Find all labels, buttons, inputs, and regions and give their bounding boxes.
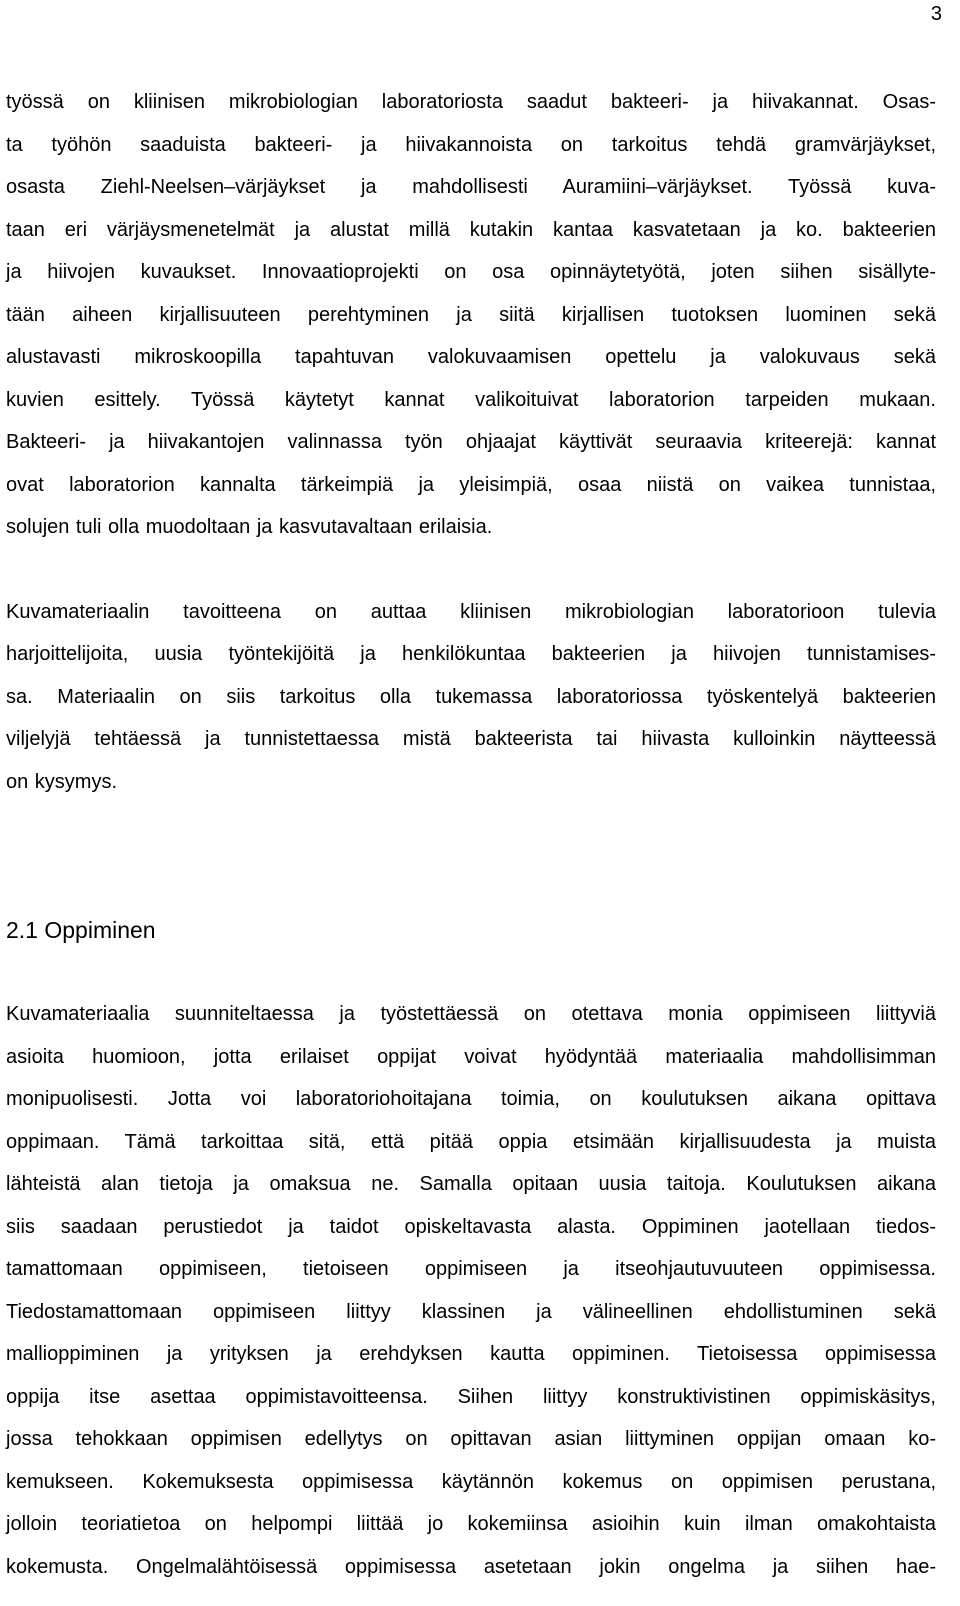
section-spacer [6, 803, 936, 909]
text-line: työssä on kliinisen mikrobiologian laboratoriosta saadut bakteeri- ja hiivakannat. Osas- [6, 91, 936, 113]
text-line: jossa tehokkaan oppimisen edellytys on opittavan asian liittyminen oppijan omaan ko- [6, 1428, 936, 1450]
text-line: jolloin teoriatietoa on helpompi liittää jo kokemiinsa asioihin kuin ilman omakohtaista [6, 1513, 936, 1535]
paragraph-goal [6, 591, 936, 804]
text-line: mallioppiminen ja yrityksen ja erehdyksen kautta oppiminen. Tietoisessa oppimisessa [6, 1343, 936, 1365]
section-heading: 2.1 Oppiminen [6, 917, 156, 943]
paragraph-intro [6, 81, 936, 549]
text-line: taan eri värjäysmenetelmät ja alustat millä kutakin kantaa kasvatetaan ja ko. bakteerien [6, 218, 936, 241]
text-line: lähteistä alan tietoja ja omaksua ne. Samalla opitaan uusia taitoja. Koulutuksen aikana [6, 1173, 936, 1195]
text-line: tamattomaan oppimiseen, tietoiseen oppimiseen ja itseohjautuvuuteen oppimisessa. [6, 1258, 936, 1280]
text-line: tään aiheen kirjallisuuteen perehtyminen ja siitä kirjallisen tuotoksen luominen sekä [6, 303, 936, 326]
text-line: alustavasti mikroskoopilla tapahtuvan valokuvaamisen opettelu ja valokuvaus sekä [6, 346, 936, 368]
text-line: viljelyjä tehtäessä ja tunnistettaessa mistä bakteerista tai hiivasta kulloinkin näytteessä [6, 728, 936, 750]
text-line: kuvien esittely. Työssä käytetyt kannat valikoituivat laboratorion tarpeiden mukaan. [6, 388, 936, 411]
text-line: Tiedostamattomaan oppimiseen liittyy klassinen ja välineellinen ehdollistuminen sekä [6, 1300, 936, 1323]
text-line: ja hiivojen kuvaukset. Innovaatioprojekti on osa opinnäytetyötä, joten siihen sisällyte- [6, 261, 936, 283]
text-line: Bakteeri- ja hiivakantojen valinnassa työn ohjaajat käyttivät seuraavia kriteerejä: kannat [6, 431, 936, 453]
text-line: harjoittelijoita, uusia työntekijöitä ja henkilökuntaa bakteerien ja hiivojen tunnistamises- [6, 643, 936, 665]
text-line: kokemusta. Ongelmalähtöisessä oppimisessa asetetaan jokin ongelma ja siihen hae- [6, 1555, 936, 1578]
text-line: ta työhön saaduista bakteeri- ja hiivakannoista on tarkoitus tehdä gramvärjäykset, [6, 133, 936, 156]
text-line: oppija itse asettaa oppimistavoitteensa. Siihen liittyy konstruktivistinen oppimiskäsitys, [6, 1385, 936, 1408]
text-line: sa. Materiaalin on siis tarkoitus olla tukemassa laboratoriossa työskentelyä bakteerien [6, 685, 936, 708]
paragraph-learning [6, 993, 936, 1588]
page-number: 3 [930, 3, 942, 25]
text-line: kemukseen. Kokemuksesta oppimisessa käytännön kokemus on oppimisen perustana, [6, 1470, 936, 1493]
text-line: Kuvamateriaalin tavoitteena on auttaa kliinisen mikrobiologian laboratorioon tulevia [6, 600, 936, 623]
text-line: on kysymys. [6, 770, 118, 793]
text-line: asioita huomioon, jotta erilaiset oppijat voivat hyödyntää materiaalia mahdollisimman [6, 1045, 936, 1068]
paragraph-spacer [6, 549, 936, 591]
text-line: osasta Ziehl-Neelsen–värjäykset ja mahdollisesti Auramiini–värjäykset. Työssä kuva- [6, 176, 936, 198]
text-line: monipuolisesti. Jotta voi laboratoriohoitajana toimia, on koulutuksen aikana opittava [6, 1088, 936, 1110]
text-line: solujen tuli olla muodoltaan ja kasvutavaltaan erilaisia. [6, 516, 493, 538]
text-line: siis saadaan perustiedot ja taidot opiskeltavasta alasta. Oppiminen jaotellaan tiedos- [6, 1215, 936, 1238]
text-line: ovat laboratorion kannalta tärkeimpiä ja yleisimpiä, osaa niistä on vaikea tunnistaa, [6, 473, 936, 496]
heading-spacer [6, 951, 936, 993]
text-line: oppimaan. Tämä tarkoittaa sitä, että pitää oppia etsimään kirjallisuudesta ja muista [6, 1130, 936, 1153]
text-line: Kuvamateriaalia suunniteltaessa ja työstettäessä on otettava monia oppimiseen liittyviä [6, 1003, 936, 1025]
document-body [6, 81, 936, 1588]
